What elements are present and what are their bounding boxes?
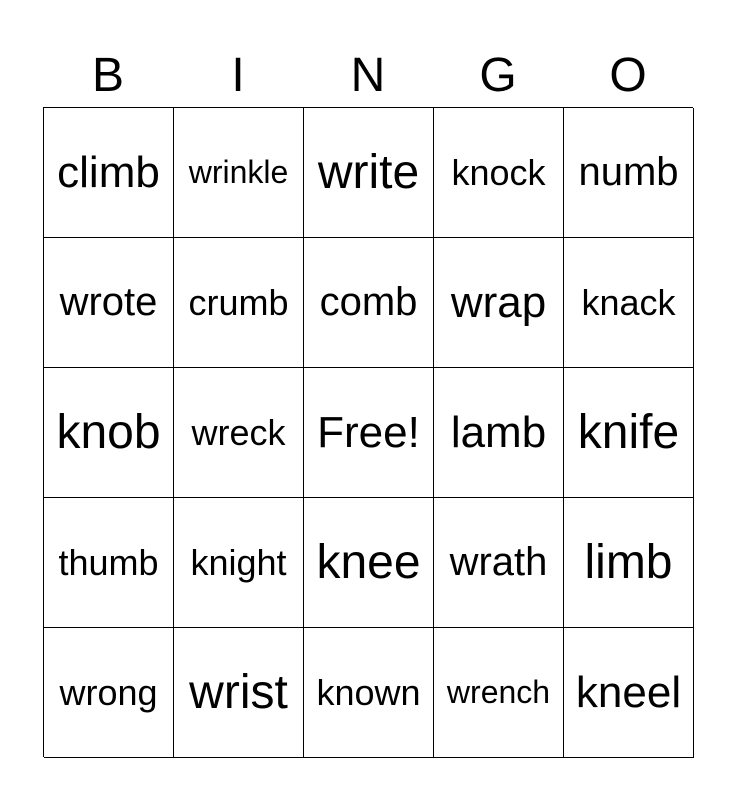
bingo-cell[interactable] [44, 238, 174, 368]
bingo-cell[interactable] [564, 498, 694, 628]
cell-word: wrinkle [188, 154, 289, 190]
bingo-cell[interactable] [174, 628, 304, 758]
bingo-board [43, 107, 693, 757]
bingo-cell[interactable] [44, 108, 174, 238]
bingo-cell[interactable] [434, 498, 564, 628]
cell-word: climb [57, 147, 160, 197]
bingo-cell[interactable] [44, 628, 174, 758]
cell-word: knight [190, 541, 287, 583]
header-letter-g: G [479, 49, 517, 102]
cell-word: wrong [59, 671, 158, 713]
bingo-cell[interactable] [174, 498, 304, 628]
bingo-cell[interactable] [304, 108, 434, 238]
bingo-cell[interactable] [434, 628, 564, 758]
cell-word: knack [581, 281, 676, 323]
cell-word: kneel [575, 667, 682, 717]
bingo-cell[interactable] [304, 498, 434, 628]
header-letter-n: N [350, 49, 386, 102]
header-letter-o: O [609, 49, 647, 102]
bingo-cell[interactable] [564, 628, 694, 758]
cell-word: comb [319, 280, 418, 324]
cell-word: thumb [58, 541, 159, 583]
bingo-cell[interactable] [304, 628, 434, 758]
cell-word: wrap [450, 277, 547, 327]
bingo-cell[interactable] [174, 238, 304, 368]
bingo-cell[interactable] [564, 238, 694, 368]
cell-word: knee [316, 536, 421, 589]
bingo-cell[interactable] [304, 238, 434, 368]
bingo-cell[interactable] [434, 238, 564, 368]
cell-word: numb [578, 150, 679, 194]
cell-word: knob [56, 406, 161, 459]
bingo-cell[interactable] [174, 108, 304, 238]
bingo-cell[interactable] [564, 108, 694, 238]
cell-word: write [317, 146, 420, 199]
cell-word: limb [584, 536, 673, 589]
bingo-cell[interactable] [44, 498, 174, 628]
header-letter-b: B [91, 49, 124, 102]
cell-word: Free! [317, 407, 420, 457]
cell-word: wrench [446, 674, 551, 710]
cell-word: wrath [449, 540, 548, 584]
free-space-cell[interactable] [304, 368, 434, 498]
cell-word: knife [577, 406, 680, 459]
bingo-cell[interactable] [174, 368, 304, 498]
bingo-cell[interactable] [44, 368, 174, 498]
cell-word: crumb [188, 281, 289, 323]
header-letter-i: I [231, 49, 245, 102]
bingo-cell[interactable] [434, 368, 564, 498]
bingo-header [43, 46, 693, 106]
bingo-cell[interactable] [564, 368, 694, 498]
cell-word: knock [451, 151, 546, 193]
bingo-cell[interactable] [434, 108, 564, 238]
cell-word: wrist [189, 666, 288, 719]
cell-word: known [316, 671, 421, 713]
cell-word: wreck [191, 411, 286, 453]
cell-word: lamb [450, 407, 547, 457]
cell-word: wrote [59, 280, 158, 324]
